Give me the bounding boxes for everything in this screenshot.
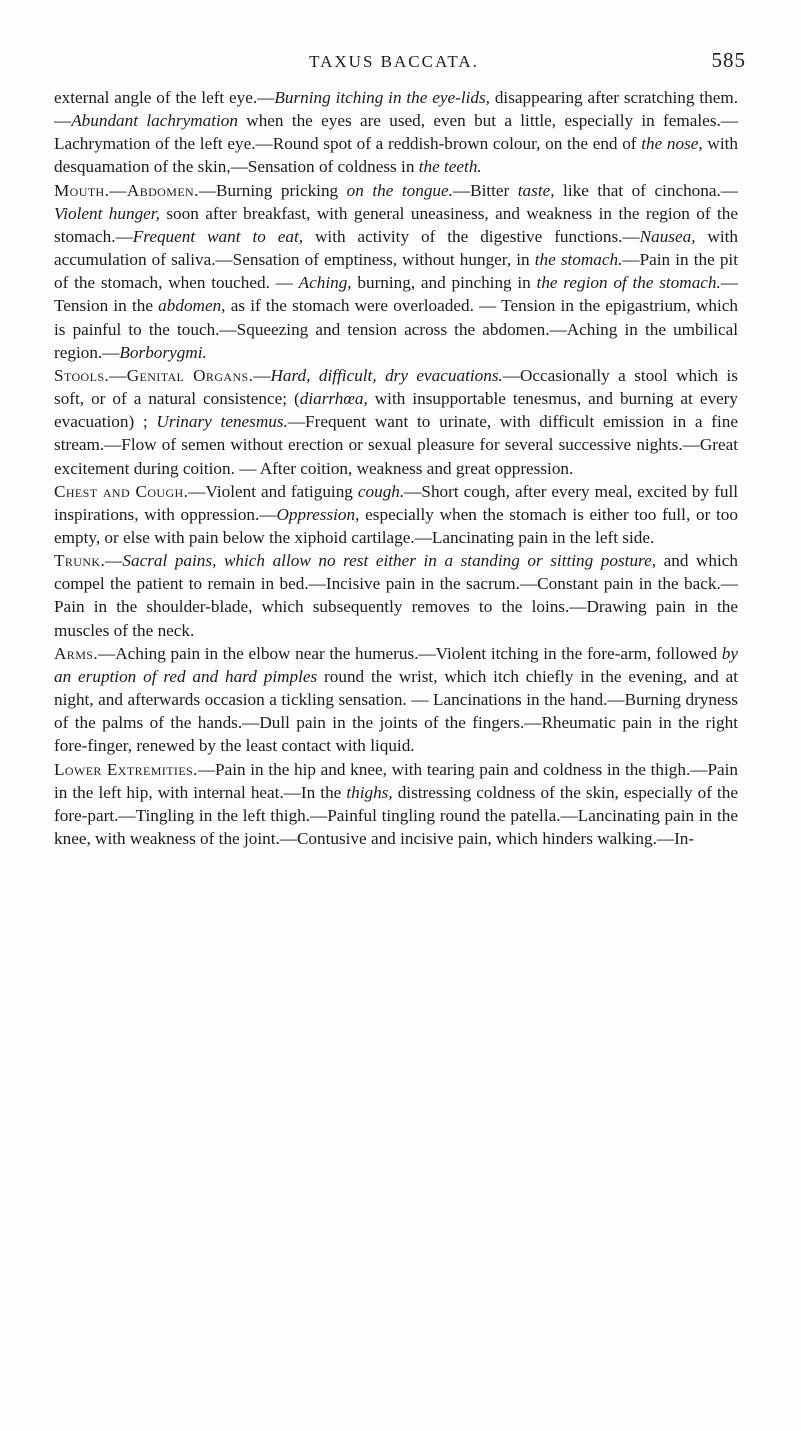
paragraph [54, 364, 738, 480]
text-run: disappearing after scratching them.— [54, 88, 738, 131]
body-text [54, 86, 738, 850]
text-run: burning, and pinching in [351, 273, 537, 293]
italic-run: Frequent want to eat, [132, 226, 304, 246]
text-run: —Pain in the pit of the stomach, when touched. — [54, 250, 738, 293]
text-run: —Violent and fatiguing [188, 481, 358, 501]
text-run: —Short cough, after every meal, excited by full inspirations, with oppression.— [54, 481, 738, 524]
italic-run: Borborygmi. [119, 342, 207, 362]
paragraph [54, 549, 738, 642]
text-run: —Bitter [452, 180, 518, 200]
italic-run: the teeth. [418, 157, 482, 177]
paragraph [54, 179, 738, 364]
italic-run: the region of the stomach. [536, 273, 721, 293]
text-run: — [253, 365, 271, 385]
italic-run: the stomach. [534, 250, 623, 270]
text-run: — [105, 551, 123, 571]
section-heading: Arms. [54, 643, 99, 663]
text-run: with activity of the digestive functions.— [303, 226, 640, 246]
text-run: —Frequent want to urinate, with difficult emission in a fine stream.—Flow of semen without erection or sexual pleasure for several successive nights.—Great excitement during coition. — After coition, weakness and great oppression. [54, 412, 738, 478]
text-run: —Tension in the [54, 273, 738, 316]
italic-run: Urinary tenesmus. [156, 412, 288, 432]
text-run: —Occasionally a stool which is soft, or of a natural consistence; ( [54, 365, 738, 409]
italic-run: diarrhœa, [299, 389, 368, 409]
running-head [54, 48, 746, 80]
paragraph [54, 86, 738, 179]
text-run: when the eyes are used, even but a little, especially in females.—Lachrymation of the left eye.—Round spot of a reddish-brown colour, on the end of [54, 111, 738, 154]
text-run: especially when the stomach is either too full, or too empty, or else with pain below the xiphoid cartilage.—Lancinating pain in the left side. [54, 504, 738, 547]
section-heading: Mouth.—Abdomen. [54, 180, 199, 200]
text-run: as if the stomach were overloaded. — Tension in the epigastrium, which is painful to the touch.—Squeezing and tension across the abdomen.—Aching in the umbilical region.— [54, 296, 738, 362]
text-run: and which compel the patient to remain in bed.—Incisive pain in the sacrum.—Constant pain in the back.—Pain in the shoulder-blade, which subsequently removes to the loins.—Drawing pain in the muscles of the neck. [54, 551, 738, 640]
italic-run: thighs, [346, 782, 393, 802]
italic-run: Nausea, [639, 226, 696, 246]
section-heading: Chest and Cough. [54, 481, 189, 501]
italic-run: cough. [357, 481, 405, 501]
text-run: distressing coldness of the skin, especially of the fore-part.—Tingling in the left thigh.—Painful tingling round the patella.—Lancinating pain in the knee, with weakness of the joint.—Contusive and incisive pain, which hinders walking.—In- [54, 782, 738, 848]
section-heading: Stools.—Genital Organs. [54, 365, 254, 385]
italic-run: Abundant lachrymation [71, 111, 238, 131]
italic-run: the nose, [641, 134, 703, 154]
paragraph [54, 642, 738, 758]
italic-run: Oppression, [276, 504, 360, 524]
text-run: —Aching pain in the elbow near the humerus.—Violent itching in the fore-arm, followed [98, 643, 722, 663]
italic-run: taste, [517, 180, 555, 200]
text-run: external angle of the left eye.— [54, 88, 275, 107]
italic-run: by an eruption of red and hard pimples [54, 643, 738, 686]
text-run: with accumulation of saliva.—Sensation of emptiness, without hunger, in [54, 226, 739, 270]
text-run: like that of cinchona.— [554, 180, 738, 200]
text-run: —Pain in the hip and knee, with tearing pain and coldness in the thigh.—Pain in the left hip, with internal heat.—In the [54, 759, 738, 802]
italic-run: Hard, difficult, dry evacuations. [270, 365, 503, 385]
text-run: with desquamation of the skin,—Sensation of coldness in [54, 134, 738, 177]
italic-run: abdomen, [158, 296, 226, 316]
text-run: soon after breakfast, with general uneasiness, and weakness in the region of the stomach.— [54, 203, 738, 246]
italic-run: on the tongue. [346, 180, 453, 200]
italic-run: Burning itching in the eye-lids, [274, 88, 490, 107]
italic-run: Sacral pains, which allow no rest either in a standing or sitting posture, [122, 551, 657, 571]
page-number: 585 [711, 48, 746, 72]
paragraph [54, 758, 738, 851]
text-run: —Burning pricking [198, 180, 347, 200]
paragraph [54, 480, 738, 549]
section-heading: Lower Extremities. [54, 759, 198, 779]
running-title: TAXUS BACCATA. [309, 52, 479, 71]
text-run: round the wrist, which itch chiefly in the evening, and at night, and afterwards occasion a tickling sensation. — Lancinations in the hand.—Burning dryness of the palms of the hands.—Dull pain in the joints of the fingers.—Rheumatic pain in the right fore-finger, renewed by the least contact with liquid. [54, 666, 738, 756]
italic-run: Aching, [298, 273, 352, 293]
text-run: with insupportable tenesmus, and burning at every evacuation) ; [54, 389, 738, 432]
section-heading: Trunk. [54, 551, 106, 571]
italic-run: Violent hunger, [54, 203, 160, 223]
